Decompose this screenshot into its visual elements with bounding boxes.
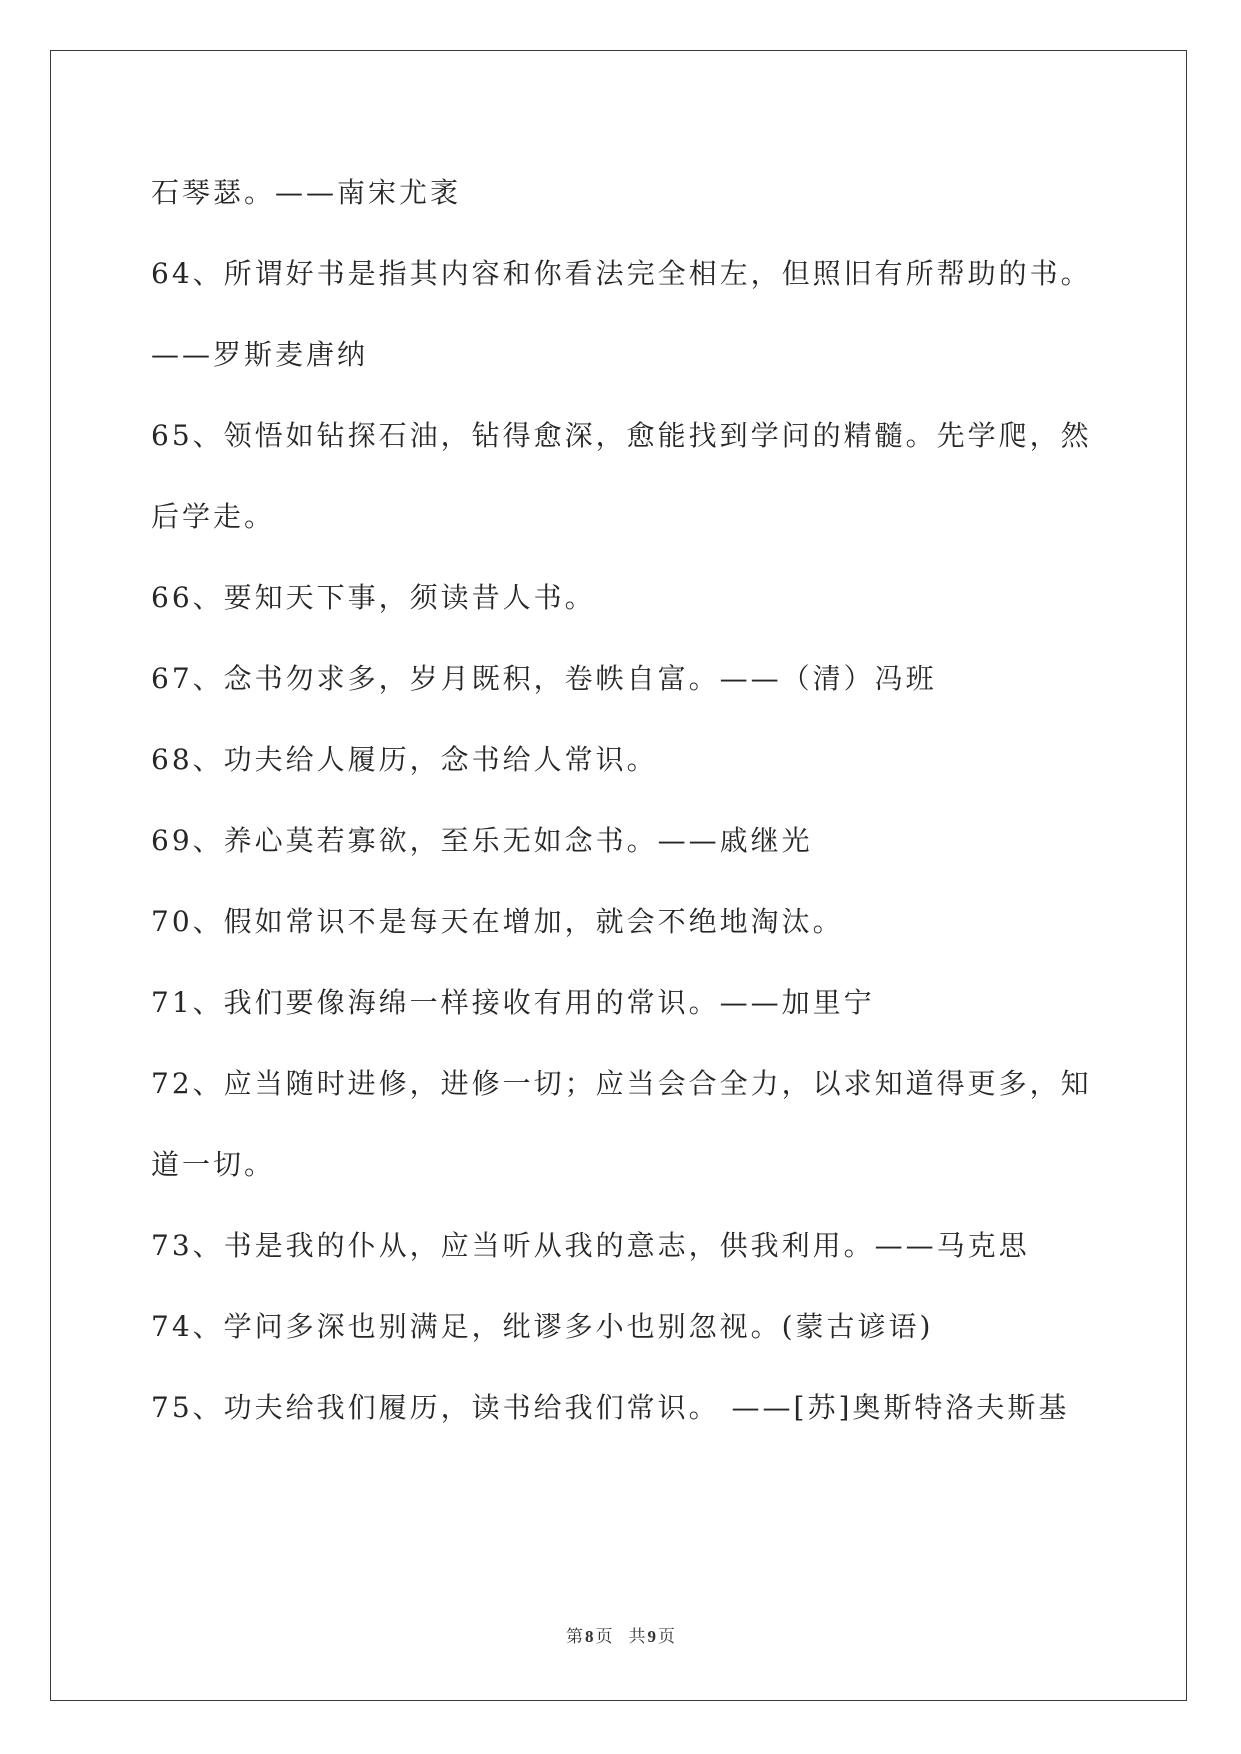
page-number: 8 (585, 1627, 594, 1646)
text-line: 72、应当随时进修，进修一切；应当会合全力，以求知道得更多，知 (151, 1067, 1092, 1100)
text-line: 后学走。 (151, 500, 276, 533)
text-line: 75、功夫给我们履历，读书给我们常识。 ——[苏]奥斯特洛夫斯基 (151, 1391, 1070, 1424)
page-footer (0, 1625, 1241, 1649)
total-prefix: 共 (628, 1627, 646, 1647)
text-line: 石琴瑟。——南宋尤袤 (151, 176, 462, 209)
text-line: 71、我们要像海绵一样接收有用的常识。——加里宁 (151, 986, 875, 1019)
text-line: 68、功夫给人履历，念书给人常识。 (151, 743, 658, 776)
text-line: 73、书是我的仆从，应当听从我的意志，供我利用。——马克思 (151, 1229, 1030, 1262)
text-line: 74、学问多深也别满足，纰谬多小也别忽视。(蒙古谚语) (151, 1310, 934, 1343)
text-line: ——罗斯麦唐纳 (151, 338, 369, 371)
text-line: 66、要知天下事，须读昔人书。 (151, 581, 596, 614)
total-suffix: 页 (658, 1627, 675, 1647)
text-line: 道一切。 (151, 1148, 276, 1181)
text-line: 64、所谓好书是指其内容和你看法完全相左，但照旧有所帮助的书。 (151, 257, 1092, 290)
text-line: 67、念书勿求多，岁月既积，卷帙自富。——（清）冯班 (151, 662, 937, 695)
text-line: 70、假如常识不是每天在增加，就会不绝地淘汰。 (151, 905, 844, 938)
document-body (151, 152, 1151, 1448)
total-pages: 9 (647, 1627, 656, 1646)
page-suffix: 页 (595, 1627, 613, 1647)
page-prefix: 第 (566, 1627, 583, 1647)
text-line: 69、养心莫若寡欲，至乐无如念书。——戚继光 (151, 824, 813, 857)
text-line: 65、领悟如钻探石油，钻得愈深，愈能找到学问的精髓。先学爬，然 (151, 419, 1092, 452)
